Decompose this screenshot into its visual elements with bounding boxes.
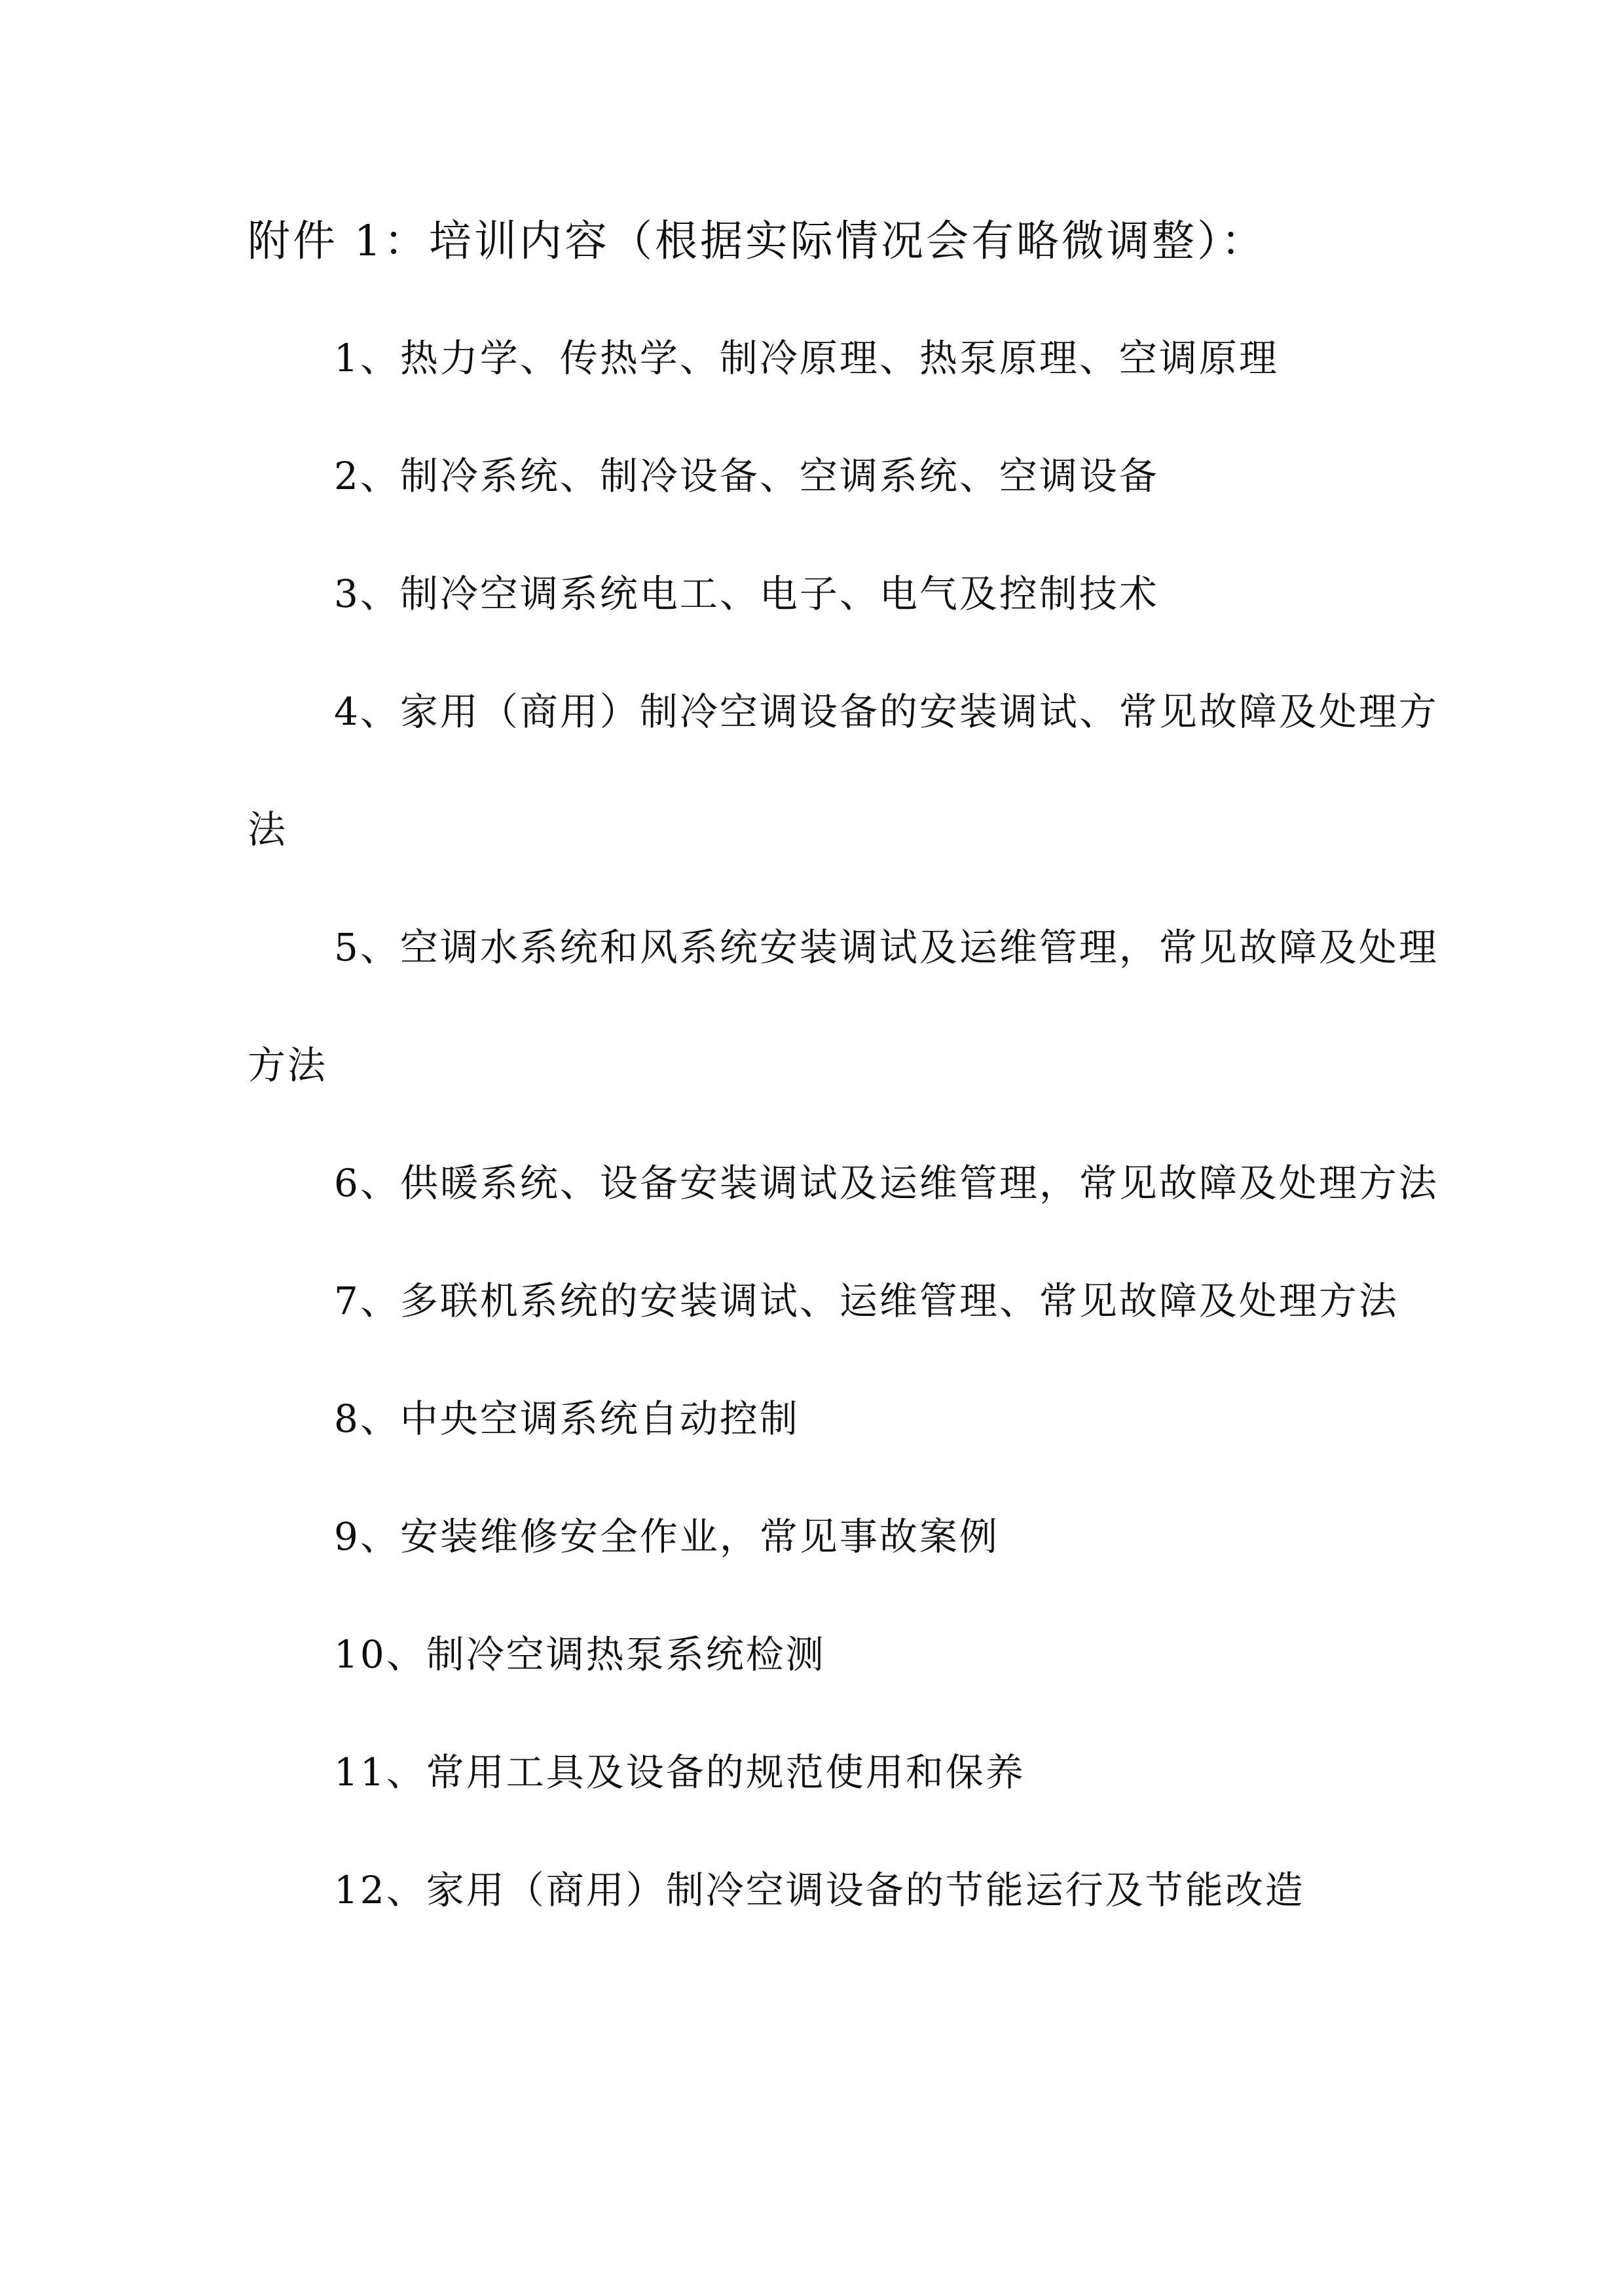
text-line-continuation: 方法 xyxy=(248,1043,328,1087)
list-item-line: 11、常用工具及设备的规范使用和保养 xyxy=(334,1750,1025,1795)
text-line-continuation: 法 xyxy=(248,807,288,852)
list-item-line: 10、制冷空调热泵系统检测 xyxy=(334,1632,826,1677)
list-item-line: 2、制冷系统、制冷设备、空调系统、空调设备 xyxy=(334,454,1159,498)
list-item-line: 4、家用（商用）制冷空调设备的安装调试、常见故障及处理方 xyxy=(334,689,1439,734)
list-item-line: 9、安装维修安全作业，常见事故案例 xyxy=(334,1514,999,1559)
document-title: 附件 1：培训内容（根据实际情况会有略微调整）： xyxy=(248,217,1266,266)
document-body xyxy=(248,296,1439,1946)
list-item-line: 1、热力学、传热学、制冷原理、热泵原理、空调原理 xyxy=(334,336,1279,380)
list-item-line: 5、空调水系统和风系统安装调试及运维管理，常见故障及处理 xyxy=(334,925,1439,970)
list-item-line: 7、多联机系统的安装调试、运维管理、常见故障及处理方法 xyxy=(334,1279,1399,1323)
list-item-line: 12、家用（商用）制冷空调设备的节能运行及节能改造 xyxy=(334,1868,1305,1912)
list-item-line: 8、中央空调系统自动控制 xyxy=(334,1396,800,1441)
list-item-line: 3、制冷空调系统电工、电子、电气及控制技术 xyxy=(334,572,1159,616)
list-item-line: 6、供暖系统、设备安装调试及运维管理，常见故障及处理方法 xyxy=(334,1161,1439,1205)
